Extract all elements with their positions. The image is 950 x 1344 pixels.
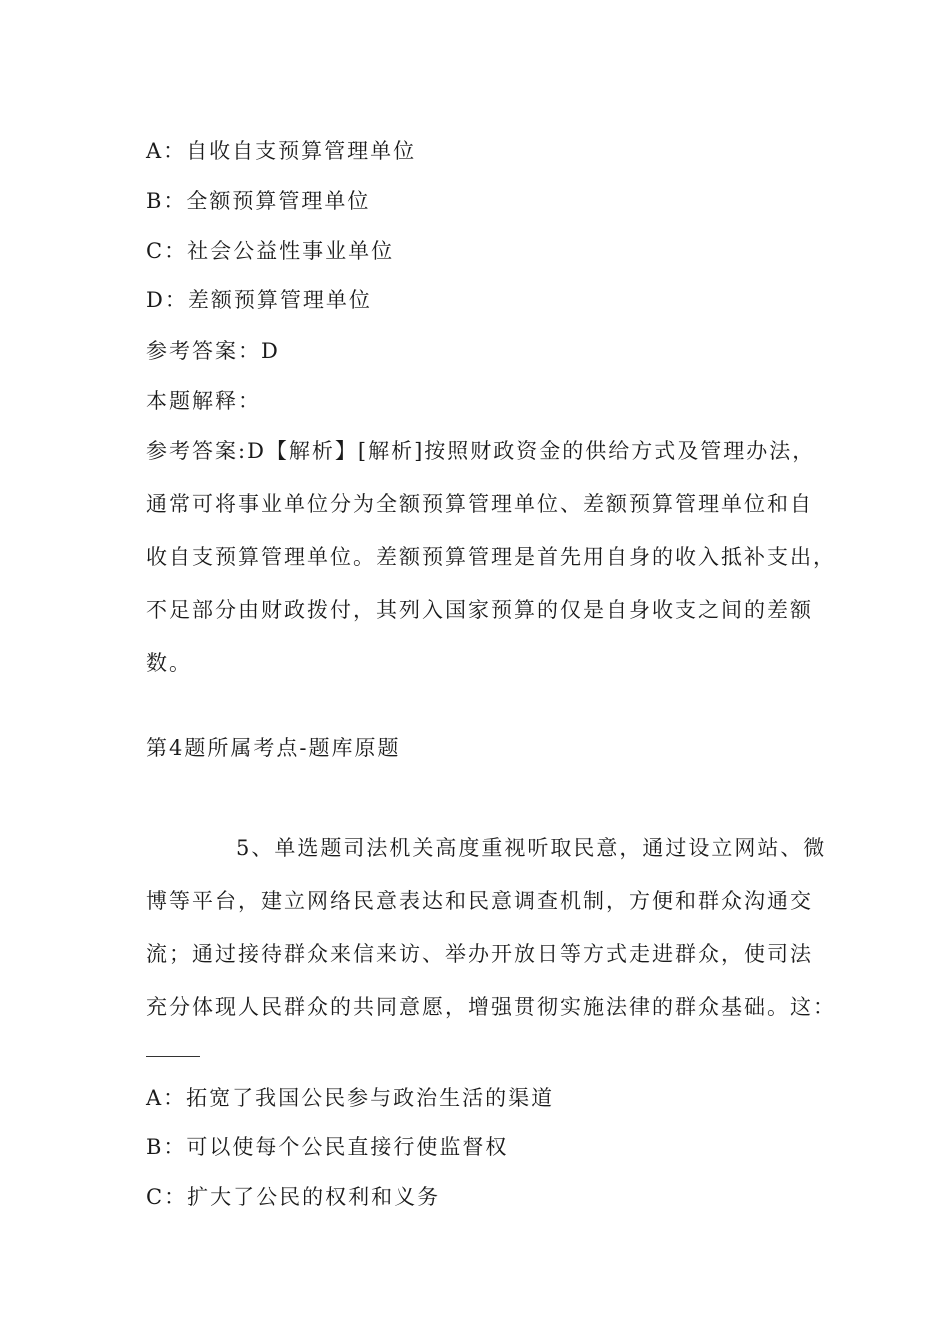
q4-option-d: D：差额预算管理单位 (146, 288, 372, 312)
q5-stem-line: 博等平台，建立网络民意表达和民意调查机制，方便和群众沟通交 (146, 889, 813, 913)
q5-stem (146, 822, 836, 1034)
q5-option-c: C：扩大了公民的权利和义务 (146, 1185, 441, 1209)
q4-option-b: B：全额预算管理单位 (146, 189, 371, 213)
q4-option-a: A：自收自支预算管理单位 (146, 139, 417, 163)
q5-option-b: B：可以使每个公民直接行使监督权 (146, 1135, 509, 1159)
q4-explanation-label: 本题解释： (146, 389, 261, 413)
q4-explanation-line: 数。 (146, 651, 192, 675)
answer-blank-line (146, 1056, 200, 1057)
q4-explanation-line: 参考答案:D【解析】[解析]按照财政资金的供给方式及管理办法， (146, 439, 816, 463)
q4-topic: 第4题所属考点-题库原题 (146, 736, 401, 760)
q4-explanation-line: 通常可将事业单位分为全额预算管理单位、差额预算管理单位和自 (146, 492, 813, 516)
q5-option-a: A：拓宽了我国公民参与政治生活的渠道 (146, 1086, 555, 1110)
q4-explanation-line: 收自支预算管理单位。差额预算管理是首先用自身的收入抵补支出， (146, 545, 836, 569)
q4-option-c: C：社会公益性事业单位 (146, 239, 395, 263)
q4-explanation (146, 425, 836, 690)
q5-stem-line: 充分体现人民群众的共同意愿，增强贯彻实施法律的群众基础。这： (146, 995, 836, 1019)
q4-explanation-line: 不足部分由财政拨付，其列入国家预算的仅是自身收支之间的差额 (146, 598, 813, 622)
q5-stem-line: 流；通过接待群众来信来访、举办开放日等方式走进群众，使司法 (146, 942, 813, 966)
q5-stem-line: 5、单选题司法机关高度重视听取民意，通过设立网站、微 (236, 836, 827, 860)
q4-answer: 参考答案：D (146, 339, 280, 363)
